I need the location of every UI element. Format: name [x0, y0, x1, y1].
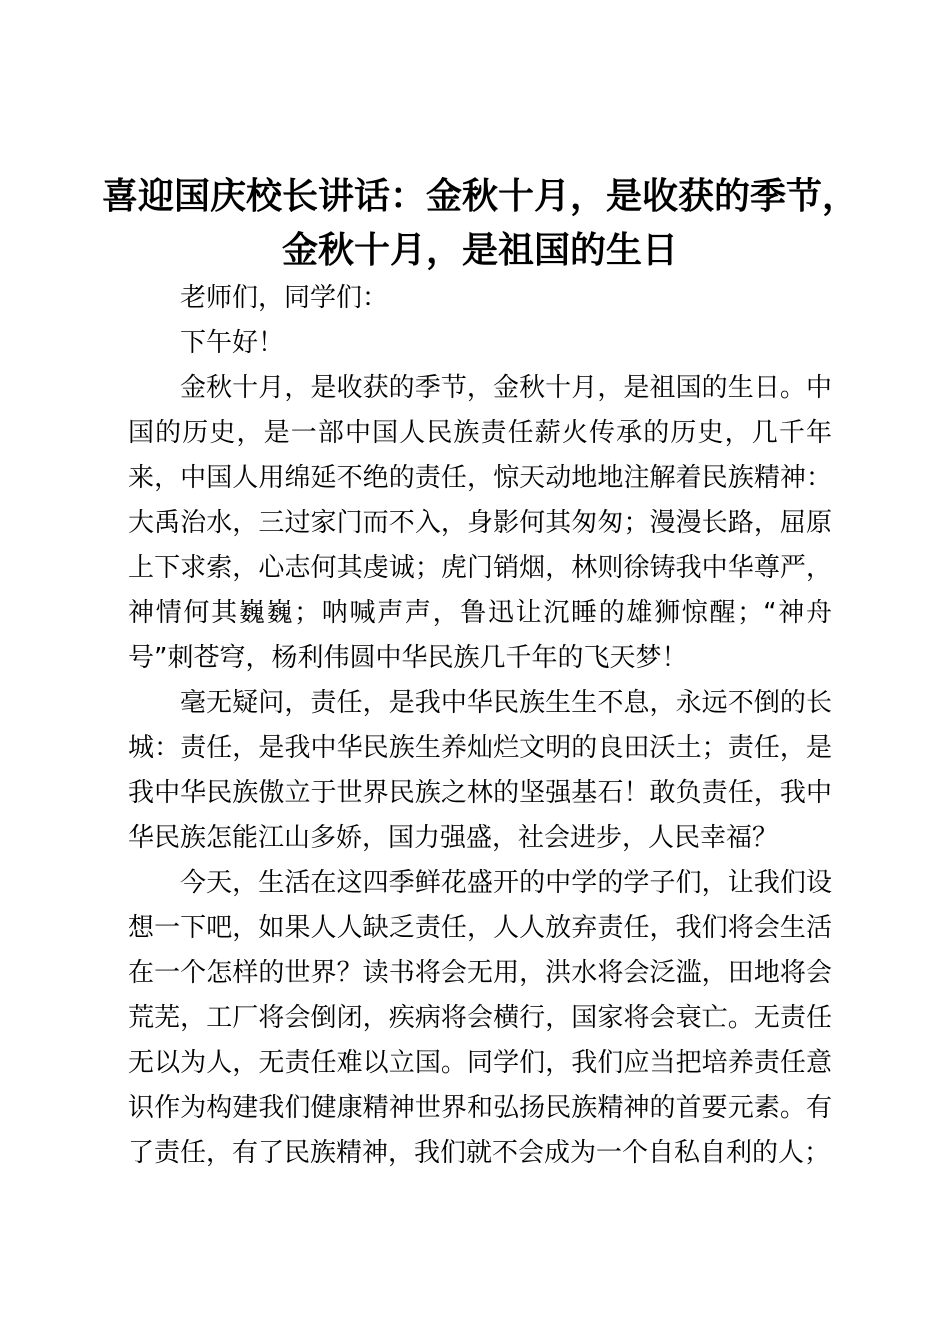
- title-line-1: 喜迎国庆校长讲话：金秋十月，是收获的季节，: [101, 176, 858, 217]
- title-line-2: 金秋十月，是祖国的生日: [281, 230, 678, 271]
- paragraph-3: 今天，生活在这四季鲜花盛开的中学的学子们，让我们设想一下吧，如果人人缺乏责任，人人放弃责任，我们将会生活在一个怎样的世界？读书将会无用，洪水将会泛滥，田地将会荒芜，工厂将会倒闭，疾病将会横行，国家将会衰亡。无责任无以为人，无责任难以立国。同学们，我们应当把培养责任意识作为构建我们健康精神世界和弘扬民族精神的首要元素。有了责任，有了民族精神，我们就不会成为一个自私自利的人；: [128, 868, 832, 1168]
- document-body: [128, 276, 832, 1176]
- document-title: [100, 170, 860, 278]
- paragraph-1: 金秋十月，是收获的季节，金秋十月，是祖国的生日。中国的历史，是一部中国人民族责任薪火传承的历史，几千年来，中国人用绵延不绝的责任，惊天动地地注解着民族精神：大禹治水，三过家门而不入，身影何其匆匆；漫漫长路，屈原上下求索，心志何其虔诚；虎门销烟，林则徐铸我中华尊严，神情何其巍巍；呐喊声声，鲁迅让沉睡的雄狮惊醒；“神舟号”刺苍穹，杨利伟圆中华民族几千年的飞天梦！: [128, 373, 832, 673]
- paragraph-2: 毫无疑问，责任，是我中华民族生生不息，永远不倒的长城：责任，是我中华民族生养灿烂文明的良田沃土；责任，是我中华民族傲立于世界民族之林的坚强基石！敢负责任，我中华民族怎能江山多娇，国力强盛，社会进步，人民幸福？: [128, 688, 832, 853]
- greeting-line: 老师们，同学们：: [180, 283, 389, 313]
- salutation-line: 下午好！: [180, 328, 285, 358]
